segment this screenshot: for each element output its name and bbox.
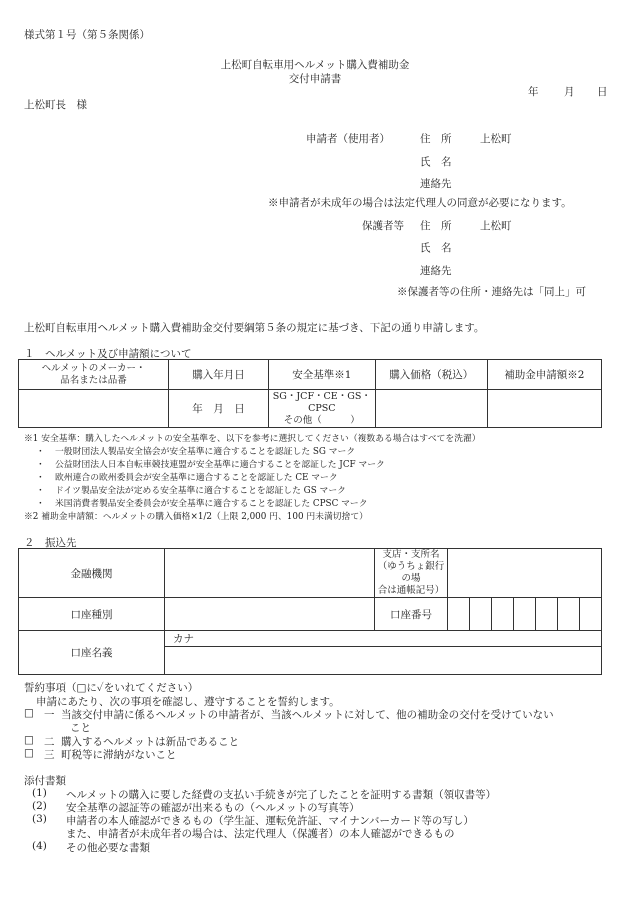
price-field[interactable] [375,390,487,428]
account-type-label: 口座種別 [19,598,165,631]
header-price: 購入価格（税込） [375,360,487,390]
attachment-number: (3) [32,813,47,825]
applicant-contact-label: 連絡先 [420,178,452,190]
form-number: 様式第１号（第５条関係） [24,29,150,41]
guardian-address-value: 上松町 [480,220,512,232]
note-bullet: ・ [36,486,45,496]
attachments-heading: 添付書類 [24,775,66,787]
pledge-text: 当該交付申請に係るヘルメットの申請者が、当該ヘルメットに対して、他の補助金の交付を受けていない [61,709,554,721]
account-digit[interactable] [580,598,602,631]
guardian-address-label: 住 所 [420,220,452,232]
note-bullet: ・ [36,473,45,483]
kana-field[interactable]: カナ [165,631,602,647]
date-year: 年 [528,86,539,98]
subsidy-field[interactable] [487,390,601,428]
intro-text: 上松町自転車用ヘルメット購入費補助金交付要綱第５条の規定に基づき、下記の通り申請します。 [24,322,485,334]
account-digit[interactable] [448,598,470,631]
note-1: ※1 安全基準：購入したヘルメットの安全基準を、以下を参考に選択してください（複数ある場合はすべてを洗濯） [24,434,481,444]
account-digit[interactable] [470,598,492,631]
attachment-number: (4) [32,840,47,852]
pledge-number: 三 [44,749,55,761]
account-name-label: 口座名義 [19,631,165,675]
attachment-number: (2) [32,800,47,812]
applicant-label: 申請者（使用者） [306,133,390,145]
addressee: 上松町長 様 [24,99,87,111]
note-item: ドイツ製品安全法が定める安全基準に適合することを認証した GS マーク [55,486,346,496]
attachment-text: 申請者の本人確認ができるもの（学生証、運転免許証、マイナンバーカード等の写し） [66,815,474,827]
applicant-name-label: 氏 名 [420,156,452,168]
account-name-field[interactable] [165,647,602,675]
section2-heading: ２ 振込先 [24,537,77,549]
account-type-field[interactable] [165,598,375,631]
account-number-label: 口座番号 [375,598,448,631]
title-line-1: 上松町自転車用ヘルメット購入費補助金 [220,59,410,71]
safety-standard-field[interactable]: SG・JCF・CE・GS・CPSC その他（ ） [268,390,375,428]
note-bullet: ・ [36,499,45,509]
helmet-table [18,359,602,428]
pledge-text: 町税等に滞納がないこと [61,749,177,761]
applicant-address-value: 上松町 [480,133,512,145]
guardian-contact-label: 連絡先 [420,265,452,277]
pledge-number: 二 [44,736,55,748]
purchase-date-field[interactable]: 年 月 日 [169,390,269,428]
bank-field[interactable] [165,549,375,598]
note-bullet: ・ [36,460,45,470]
note-bullet: ・ [36,447,45,457]
account-digit[interactable] [558,598,580,631]
pledge-text-cont: こと [70,722,91,734]
note-2: ※2 補助金申請額：ヘルメットの購入価格×1/2（上限 2,000 円、100 円未満切捨て） [24,512,368,522]
guardian-note: ※保護者等の住所・連絡先は「同上」可 [397,286,586,298]
pledge-heading: 誓約事項（□に✓をいれてください） [24,682,199,694]
guardian-label: 保護者等 [362,220,404,232]
branch-field[interactable] [448,549,602,598]
pledge-intro: 申請にあたり、次の事項を確認し、遵守することを誓約します。 [36,696,340,708]
applicant-note: ※申請者が未成年の場合は法定代理人の同意が必要になります。 [268,197,572,209]
bank-table [18,548,602,675]
note-item: 一般財団法人製品安全協会が安全基準に適合することを認証した SG マーク [55,447,356,457]
attachment-text-cont: また、申請者が未成年者の場合は、法定代理人（保護者）の本人確認ができるもの [66,828,455,840]
pledge-text: 購入するヘルメットは新品であること [61,736,240,748]
pledge-checkbox[interactable]: □ [24,707,34,719]
pledge-number: 一 [44,709,55,721]
account-digit[interactable] [514,598,536,631]
title-line-2: 交付申請書 [288,73,342,85]
maker-field[interactable] [19,390,169,428]
applicant-address-label: 住 所 [420,133,452,145]
header-maker: ヘルメットのメーカー・ 品名または品番 [19,360,169,390]
branch-label: 支店・支所名 （ゆうちょ銀行の場 合は通帳記号） [375,549,448,598]
attachment-text: その他必要な書類 [66,842,150,854]
attachment-text: 安全基準の認証等の確認が出来るもの（ヘルメットの写真等） [66,802,360,814]
date-month: 月 [564,86,575,98]
guardian-name-label: 氏 名 [420,242,452,254]
section1-heading: １ ヘルメット及び申請額について [24,348,192,360]
pledge-checkbox[interactable]: □ [24,734,34,746]
note-item: 欧州連合の欧州委員会が安全基準に適合することを認証した CE マーク [55,473,338,483]
pledge-checkbox[interactable]: □ [24,747,34,759]
header-purchase-date: 購入年月日 [169,360,269,390]
bank-label: 金融機関 [19,549,165,598]
account-digit[interactable] [492,598,514,631]
date-day: 日 [597,86,608,98]
attachment-number: (1) [32,787,47,799]
note-item: 米国消費者製品安全委員会が安全基準に適合することを認証した CPSC マーク [55,499,368,509]
account-digit[interactable] [536,598,558,631]
header-safety-standard: 安全基準※1 [268,360,375,390]
header-subsidy: 補助金申請額※2 [487,360,601,390]
attachment-text: ヘルメットの購入に要した経費の支払い手続きが完了したことを証明する書類（領収書等） [66,789,497,801]
note-item: 公益財団法人日本自転車競技連盟が安全基準に適合することを認証した JCF マーク [55,460,385,470]
